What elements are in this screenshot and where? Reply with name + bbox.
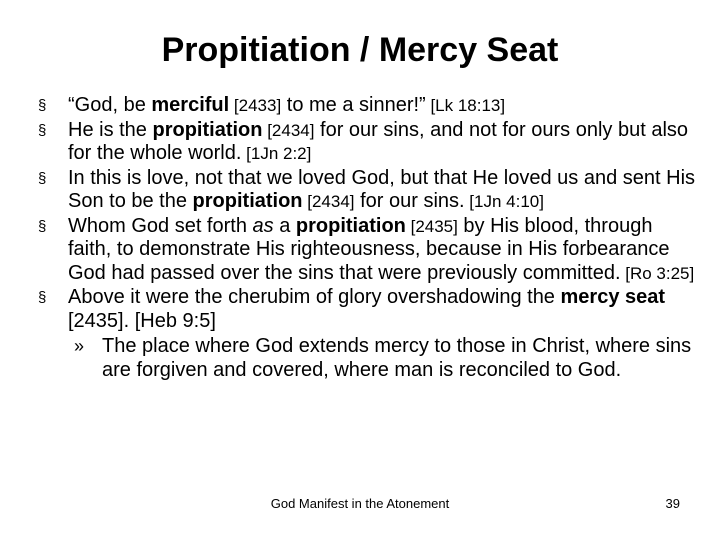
bullet-item	[38, 167, 698, 214]
bullet-list	[38, 94, 698, 383]
sub-bullet-marker-icon: »	[74, 336, 85, 356]
bullet-marker-icon: §	[38, 97, 47, 114]
bullet-emphasis: propitiation	[152, 118, 263, 141]
strongs-reference: [2435]	[405, 216, 458, 236]
bullet-item	[38, 286, 698, 382]
page-number: 39	[665, 496, 680, 511]
scripture-reference: [2435]. [Heb 9:5]	[68, 309, 216, 332]
bullet-text: a	[273, 214, 296, 237]
sub-bullet-item	[74, 335, 698, 382]
bullet-emphasis: propitiation	[295, 214, 406, 237]
bullet-item	[38, 215, 698, 286]
bullet-item	[38, 119, 698, 166]
bullet-text: He is the	[68, 118, 153, 141]
scripture-reference: [1Jn 2:2]	[241, 144, 312, 163]
bullet-marker-icon: §	[38, 121, 47, 139]
bullet-emphasis: mercy seat	[560, 286, 666, 308]
bullet-italic: as	[252, 214, 274, 237]
scripture-reference: [1Jn 4:10]	[464, 192, 544, 211]
slide-title: Propitiation / Mercy Seat	[161, 31, 559, 69]
bullet-marker-icon: §	[38, 169, 47, 187]
bullet-text: to me a sinner!”	[281, 94, 426, 116]
strongs-reference: [2433]	[229, 96, 282, 115]
bullet-text: “God, be	[68, 94, 152, 116]
strongs-reference: [2434]	[302, 192, 355, 211]
sub-bullet-list	[68, 335, 698, 382]
bullet-text: Whom God set forth	[68, 214, 253, 237]
bullet-text: by His blood, through faith, to demonstrate His righteousness, because in His forbearance God had passed over the sins that were previously committed.	[68, 214, 670, 284]
bullet-text: for our sins, and not for ours only but also for the whole world.	[68, 118, 689, 164]
bullet-text: Above it were the cherubim of glory overshadowing the	[68, 286, 561, 308]
bullet-emphasis: propitiation	[192, 190, 303, 212]
bullet-marker-icon: §	[38, 217, 47, 235]
bullet-item	[38, 94, 698, 118]
bullet-marker-icon: §	[38, 289, 47, 306]
bullet-text: for our sins.	[354, 190, 465, 212]
bullet-text: In this is love, not that we loved God, but that He loved us and sent His Son to be the	[68, 166, 696, 212]
sub-bullet-text: The place where God extends mercy to those in Christ, where sins are forgiven and covered, where man is reconciled to God.	[102, 335, 692, 381]
strongs-reference: [2434]	[262, 120, 315, 140]
bullet-emphasis: merciful	[151, 94, 230, 116]
footer-text: God Manifest in the Atonement	[270, 496, 450, 511]
scripture-reference: [Ro 3:25]	[620, 263, 695, 283]
scripture-reference: [Lk 18:13]	[425, 96, 506, 115]
